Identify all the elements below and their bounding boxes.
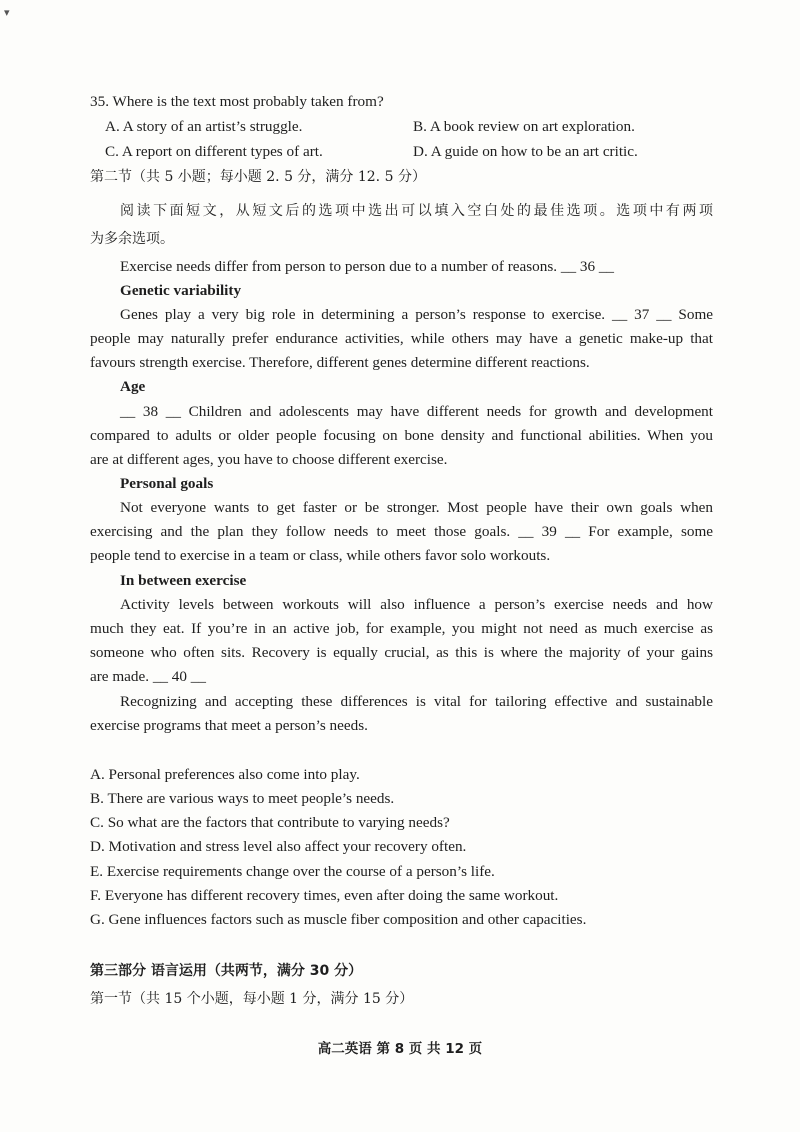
genetic-line-1: Genes play a very big role in determining a person’s response to exercise. __ 37 __ Some bbox=[120, 306, 713, 323]
age-line-1: __ 38 __ Children and adolescents may have different needs for growth and development bbox=[120, 403, 713, 420]
corner-mark: ▾ bbox=[4, 6, 10, 19]
heading-genetic-variability: Genetic variability bbox=[120, 282, 242, 299]
heading-in-between-exercise: In between exercise bbox=[120, 572, 247, 589]
part-3-section-1: 第一节（共 15 个小题，每小题 1 分，满分 15 分） bbox=[90, 991, 414, 1007]
choice-c: C. So what are the factors that contribute to varying needs? bbox=[90, 814, 450, 831]
page-footer: 高二英语 第 8 页 共 12 页 bbox=[317, 1041, 483, 1057]
goals-line-3: people tend to exercise in a team or class, while others favor solo workouts. bbox=[90, 547, 551, 564]
heading-personal-goals: Personal goals bbox=[120, 475, 214, 492]
choice-d: D. Motivation and stress level also affect your recovery often. bbox=[90, 838, 467, 855]
between-line-1: Activity levels between workouts will also influence a person’s exercise needs and how bbox=[120, 596, 713, 613]
q35-option-d: D. A guide on how to be an art critic. bbox=[413, 143, 638, 160]
age-line-2: compared to adults or older people focusing on bone density and functional abilities. When you bbox=[90, 427, 713, 444]
between-line-4: are made. __ 40 __ bbox=[90, 668, 206, 685]
heading-age: Age bbox=[120, 378, 146, 395]
q35-option-b: B. A book review on art exploration. bbox=[413, 118, 635, 135]
genetic-line-2: people may naturally prefer endurance activities, while others may have a genetic make-up that bbox=[90, 330, 713, 347]
goals-line-1: Not everyone wants to get faster or be stronger. Most people have their own goals when bbox=[120, 499, 713, 516]
between-line-3: someone who often sits. Recovery is equally crucial, as this is where the majority of your gains bbox=[90, 644, 713, 661]
passage-intro: Exercise needs differ from person to person due to a number of reasons. __ 36 __ bbox=[120, 258, 615, 275]
choice-e: E. Exercise requirements change over the course of a person’s life. bbox=[90, 863, 495, 880]
between-line-2: much they eat. If you’re in an active job, for example, you might not need as much exercise as bbox=[90, 620, 713, 637]
section-2-heading: 第二节（共 5 小题；每小题 2. 5 分，满分 12. 5 分） bbox=[90, 169, 426, 185]
conclusion-line-2: exercise programs that meet a person’s needs. bbox=[90, 717, 368, 734]
goals-line-2: exercising and the plan they follow needs to meet those goals. __ 39 __ For example, some bbox=[90, 523, 713, 540]
question-35-stem: 35. Where is the text most probably taken from? bbox=[90, 93, 384, 110]
part-3-heading: 第三部分 语言运用（共两节，满分 30 分） bbox=[90, 963, 363, 979]
age-line-3: are at different ages, you have to choose different exercise. bbox=[90, 451, 448, 468]
genetic-line-3: favours strength exercise. Therefore, different genes determine different reactions. bbox=[90, 354, 590, 371]
choice-b: B. There are various ways to meet people’s needs. bbox=[90, 790, 395, 807]
q35-option-c: C. A report on different types of art. bbox=[105, 143, 323, 160]
choice-g: G. Gene influences factors such as muscle fiber composition and other capacities. bbox=[90, 911, 587, 928]
section-2-instruction-line-1: 阅读下面短文，从短文后的选项中选出可以填入空白处的最佳选项。选项中有两项 bbox=[120, 203, 713, 219]
conclusion-line-1: Recognizing and accepting these differences is vital for tailoring effective and sustainable bbox=[120, 693, 713, 710]
choice-f: F. Everyone has different recovery times, even after doing the same workout. bbox=[90, 887, 559, 904]
section-2-instruction-line-2: 为多余选项。 bbox=[90, 231, 174, 247]
choice-a: A. Personal preferences also come into play. bbox=[90, 766, 360, 783]
q35-option-a: A. A story of an artist’s struggle. bbox=[105, 118, 303, 135]
